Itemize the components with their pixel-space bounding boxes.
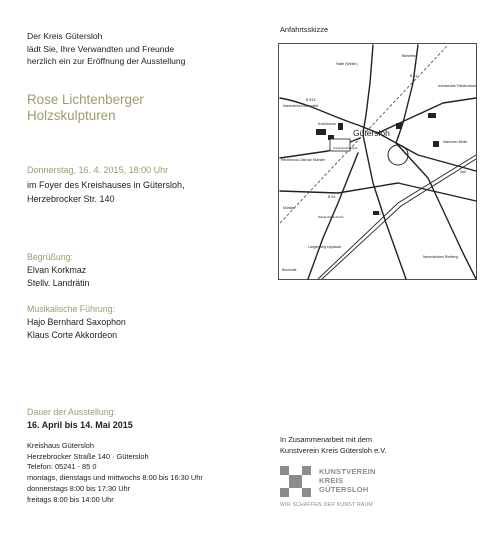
- exhibition-title: [27, 92, 144, 124]
- opening-address: Herzebrocker Str. 140: [27, 194, 115, 204]
- duration-section: [27, 406, 133, 432]
- map-label-a2: A 2: [376, 212, 382, 216]
- contact-address: Herzebrocker Straße 140 · Gütersloh: [27, 451, 149, 461]
- map-label-langenberg: Langenberg Lippstadt: [308, 245, 341, 249]
- kunstverein-logo-text: [319, 467, 376, 494]
- music-performer: Hajo Bernhard Saxophon: [27, 317, 126, 327]
- map-label-neuenkirchen: Neuenkirchen Rietberg: [423, 255, 458, 259]
- exhibition-subtitle: Holzskulpturen: [27, 108, 116, 123]
- logo-line: GÜTERSLOH: [319, 485, 369, 494]
- music-heading: Musikalische Führung:: [27, 304, 116, 314]
- map-label-bornholte: Bornholte: [282, 268, 297, 272]
- duration-heading: Dauer der Ausstellung:: [27, 407, 116, 417]
- collaboration-line: Kunstverein Kreis Gütersloh e.V.: [280, 445, 387, 455]
- invitation-text: [27, 30, 185, 68]
- collaboration-line: In Zusammenarbeit mit dem: [280, 435, 373, 444]
- logo-line: KREIS: [319, 476, 344, 485]
- map-label-rheda: Rheda-Wiedenbrück: [318, 215, 344, 219]
- map-label-hannover: Hannover Berlin: [443, 140, 468, 144]
- invitation-line: Der Kreis Gütersloh: [27, 31, 103, 41]
- kunstverein-tagline: WIR SCHAFFEN DER KUNST RAUM: [280, 502, 373, 508]
- contact-phone: Telefon: 05241 - 85 0: [27, 462, 97, 472]
- map-label-halle: Halle (Westf.): [336, 62, 358, 66]
- invitation-line: herzlich ein zur Eröffnung der Ausstellung: [27, 56, 186, 66]
- map-label-kreishaus: Kreishaus: [318, 121, 336, 126]
- opening-datetime: Donnerstag, 16. 4. 2015, 18:00 Uhr: [27, 165, 169, 175]
- map-label-avenwedde: Avenwedde Friedrichsdorf: [438, 84, 477, 88]
- directions-map: [278, 43, 477, 280]
- map-label-herzebrock: Herzebrock-Clarholz Münster: [281, 158, 326, 162]
- greeting-heading: Begrüßung:: [27, 252, 73, 262]
- map-label-bielefeld: Bielefeld: [402, 54, 417, 58]
- contact-info: [27, 441, 203, 505]
- map-label-verl: Verl: [460, 170, 467, 174]
- invitation-line: lädt Sie, Ihre Verwandten und Freunde: [27, 43, 175, 54]
- music-section: [27, 303, 126, 342]
- map-label-b55: B 55: [328, 195, 336, 199]
- map-label-b513: B 513: [306, 98, 316, 102]
- opening-venue: im Foyer des Kreishauses in Gütersloh,: [27, 179, 185, 190]
- opening-info: [27, 163, 185, 207]
- greeting-role: Stellv. Landrätin: [27, 278, 90, 288]
- music-performer: Klaus Corte Akkordeon: [27, 330, 117, 340]
- duration-dates: 16. April bis 14. Mai 2015: [27, 420, 133, 430]
- map-label-kreispolizei: Kreispolizeibehörde: [333, 146, 358, 150]
- logo-line: KUNSTVEREIN: [319, 467, 376, 476]
- contact-name: Kreishaus Gütersloh: [27, 441, 94, 450]
- map-label-b61: B 61: [410, 74, 418, 78]
- map-label-muenster: Münster: [283, 206, 296, 210]
- opening-hours: freitags 8:00 bis 14:00 Uhr: [27, 494, 114, 504]
- opening-hours: donnerstags 8:00 bis 17:30 Uhr: [27, 483, 131, 493]
- map-label-center: Gütersloh: [353, 128, 390, 138]
- greeting-section: [27, 251, 89, 290]
- artist-name: Rose Lichtenberger: [27, 92, 144, 107]
- kunstverein-logo-icon: [280, 466, 311, 497]
- collaboration-text: [280, 435, 387, 456]
- map-caption: Anfahrtsskizze: [280, 25, 329, 34]
- greeting-name: Elvan Korkmaz: [27, 265, 87, 275]
- map-label-harsewinkel: Harsewinkel Marienfeld: [283, 104, 319, 108]
- opening-hours: montags, dienstags und mittwochs 8:00 bis 16:30 Uhr: [27, 473, 203, 483]
